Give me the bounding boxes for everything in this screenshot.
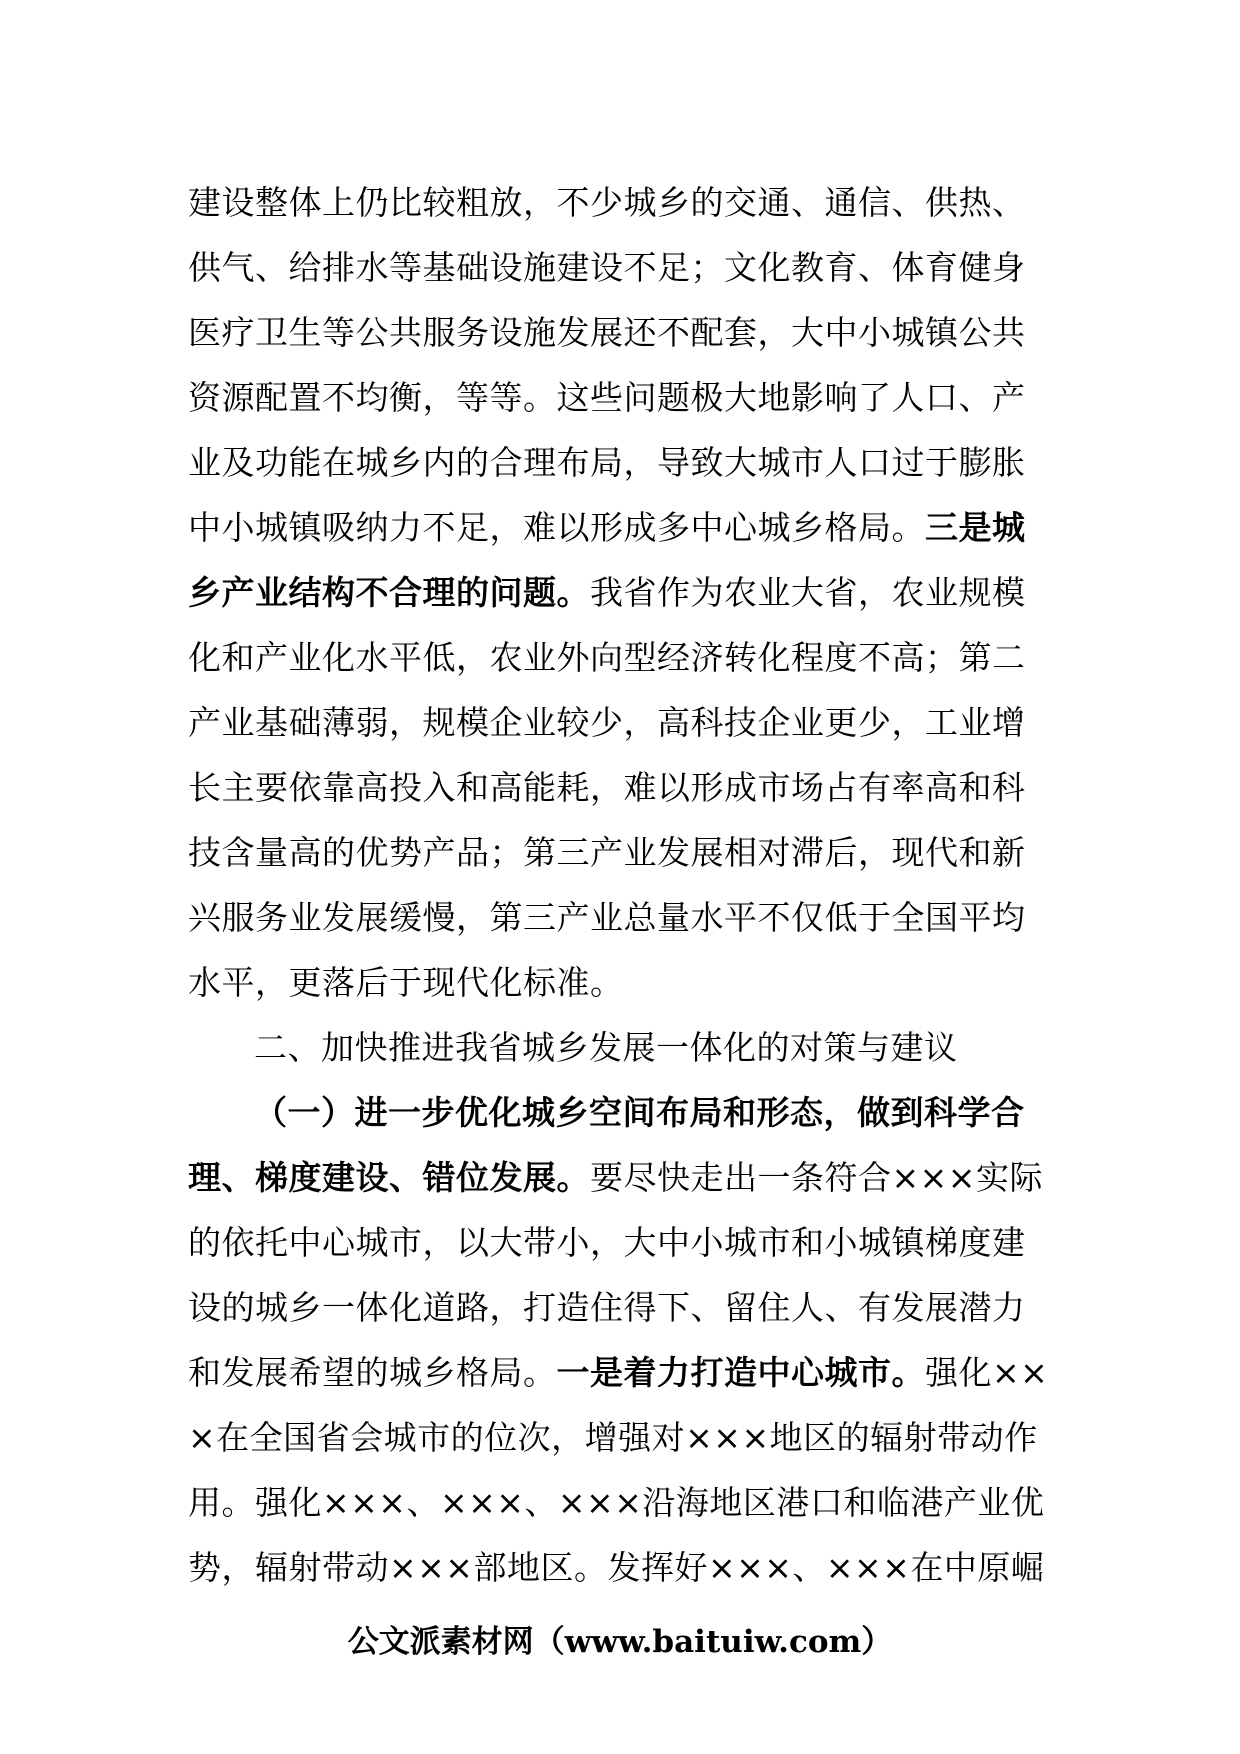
bold-text-segment: 乡产业结构不合理的问题。 [188,573,590,612]
text-segment: 技含量高的优势产品；第三产业发展相对滞后，现代和新 [188,833,1026,872]
text-line [188,1275,1058,1340]
text-segment: 强化×× [925,1353,1049,1392]
text-line [188,625,1058,690]
bold-text-segment: （一）进一步优化城乡空间布局和形态，做到科学合 [254,1093,1025,1132]
text-line [188,755,1058,820]
text-segment: ×在全国省会城市的位次，增强对×××地区的辐射带动作 [188,1418,1038,1457]
bold-text-segment: 三是城 [925,508,1026,547]
text-line [188,1210,1058,1275]
text-line [188,950,1058,1015]
text-segment: 水平，更落后于现代化标准。 [188,963,624,1002]
text-line [188,495,1058,560]
text-line [188,885,1058,950]
text-line [188,560,1058,625]
text-line [188,235,1058,300]
document-body [188,170,1058,1600]
text-line [188,365,1058,430]
text-segment: 建设整体上仍比较粗放，不少城乡的交通、通信、供热、 [188,183,1026,222]
text-segment: 用。强化×××、×××、×××沿海地区港口和临港产业优 [188,1483,1045,1522]
text-segment: 资源配置不均衡，等等。这些问题极大地影响了人口、产 [188,378,1026,417]
text-segment: 和发展希望的城乡格局。 [188,1353,557,1392]
text-segment: 业及功能在城乡内的合理布局，导致大城市人口过于膨胀 [188,443,1026,482]
text-line [188,1145,1058,1210]
text-segment: 医疗卫生等公共服务设施发展还不配套，大中小城镇公共 [188,313,1026,352]
text-segment: 中小城镇吸纳力不足，难以形成多中心城乡格局。 [188,508,925,547]
text-segment: 设的城乡一体化道路，打造住得下、留住人、有发展潜力 [188,1288,1026,1327]
text-segment: 二、加快推进我省城乡发展一体化的对策与建议 [254,1028,958,1067]
text-line [188,430,1058,495]
text-segment: 要尽快走出一条符合×××实际 [590,1158,1043,1197]
text-line [188,1340,1058,1405]
text-line [188,1015,1058,1080]
text-line [188,1470,1058,1535]
text-segment: 化和产业化水平低，农业外向型经济转化程度不高；第二 [188,638,1026,677]
text-segment: 长主要依靠高投入和高能耗，难以形成市场占有率高和科 [188,768,1026,807]
footer-watermark: 公文派素材网（www.baituiw.com） [347,1624,893,1660]
text-line [188,1405,1058,1470]
text-line [188,820,1058,885]
text-line [188,170,1058,235]
text-segment: 我省作为农业大省，农业规模 [590,573,1026,612]
text-segment: 的依托中心城市，以大带小，大中小城市和小城镇梯度建 [188,1223,1026,1262]
bold-text-segment: 一是着力打造中心城市。 [556,1353,925,1392]
bold-text-segment: 理、梯度建设、错位发展。 [188,1158,590,1197]
text-line [188,1535,1058,1600]
text-segment: 势，辐射带动×××部地区。发挥好×××、×××在中原崛 [188,1548,1045,1587]
text-line [188,1080,1058,1145]
text-line [188,300,1058,365]
text-segment: 兴服务业发展缓慢，第三产业总量水平不仅低于全国平均 [188,898,1026,937]
text-line [188,690,1058,755]
text-segment: 供气、给排水等基础设施建设不足；文化教育、体育健身 [188,248,1026,287]
text-segment: 产业基础薄弱，规模企业较少，高科技企业更少，工业增 [188,703,1026,742]
